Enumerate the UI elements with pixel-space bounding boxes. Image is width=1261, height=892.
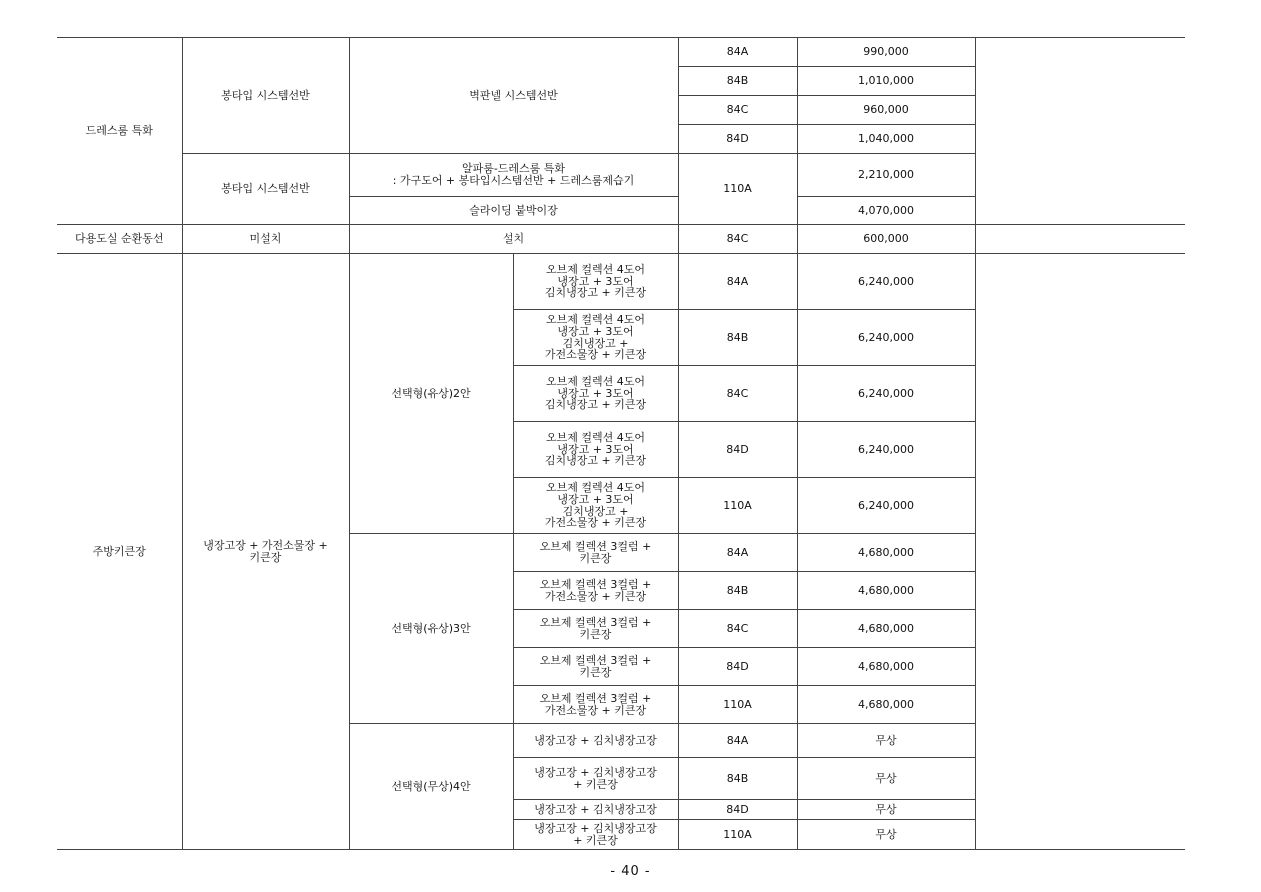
price-cell: 6,240,000	[797, 478, 975, 534]
unit-cell: 84D	[678, 800, 797, 820]
kitchen-type: 냉장고장 + 가전소물장 + 키큰장	[182, 254, 349, 850]
kitchen-option-3: 선택형(유상)3안	[349, 534, 513, 724]
item-cell: 냉장고장 + 김치냉장고장 + 키큰장	[513, 758, 678, 800]
item-cell: 오브제 컬렉션 4도어 냉장고 + 3도어 김치냉장고 + 가전소물장 + 키큰장	[513, 478, 678, 534]
dressroom-type-1: 봉타입 시스템선반	[182, 38, 349, 154]
item-cell: 오브제 컬렉션 4도어 냉장고 + 3도어 김치냉장고 + 키큰장	[513, 366, 678, 422]
price-cell: 6,240,000	[797, 366, 975, 422]
price-cell: 4,680,000	[797, 572, 975, 610]
remarks-cell	[975, 38, 1185, 225]
unit-cell: 84D	[678, 648, 797, 686]
item-cell: 냉장고장 + 김치냉장고장	[513, 724, 678, 758]
item-cell: 오브제 컬렉션 3컬럼 + 키큰장	[513, 648, 678, 686]
unit-cell: 84A	[678, 254, 797, 310]
unit-cell: 84C	[678, 366, 797, 422]
unit-cell: 84D	[678, 125, 797, 154]
option-price-table	[57, 37, 1185, 850]
price-cell: 4,680,000	[797, 686, 975, 724]
dressroom-option-alpharoom: 알파룸-드레스룸 특화 : 가구도어 + 봉타입시스템선반 + 드레스룸제습기	[349, 154, 678, 197]
dressroom-option-sliding: 슬라이딩 붙박이장	[349, 197, 678, 225]
price-cell: 4,680,000	[797, 648, 975, 686]
unit-cell: 84C	[678, 225, 797, 254]
price-cell: 무상	[797, 800, 975, 820]
price-cell: 4,070,000	[797, 197, 975, 225]
item-cell: 오브제 컬렉션 4도어 냉장고 + 3도어 김치냉장고 + 키큰장	[513, 254, 678, 310]
item-cell: 오브제 컬렉션 4도어 냉장고 + 3도어 김치냉장고 + 가전소물장 + 키큰장	[513, 310, 678, 366]
dressroom-option-1: 벽판넬 시스템선반	[349, 38, 678, 154]
item-cell: 오브제 컬렉션 3컬럼 + 가전소물장 + 키큰장	[513, 686, 678, 724]
item-cell: 냉장고장 + 김치냉장고장	[513, 800, 678, 820]
dressroom-type-2: 봉타입 시스템선반	[182, 154, 349, 225]
item-cell: 오브제 컬렉션 3컬럼 + 키큰장	[513, 610, 678, 648]
price-cell: 6,240,000	[797, 422, 975, 478]
item-cell: 오브제 컬렉션 3컬럼 + 가전소물장 + 키큰장	[513, 572, 678, 610]
page-number: - 40 -	[610, 864, 651, 879]
remarks-cell	[975, 254, 1185, 850]
unit-cell: 110A	[678, 478, 797, 534]
price-cell: 6,240,000	[797, 254, 975, 310]
price-cell: 960,000	[797, 96, 975, 125]
unit-cell: 84A	[678, 534, 797, 572]
remarks-cell	[975, 225, 1185, 254]
unit-cell: 110A	[678, 686, 797, 724]
unit-cell: 84B	[678, 572, 797, 610]
category-dressroom: 드레스룸 특화	[57, 38, 182, 225]
price-cell: 2,210,000	[797, 154, 975, 197]
utility-option: 설치	[349, 225, 678, 254]
unit-cell: 84C	[678, 610, 797, 648]
price-cell: 무상	[797, 820, 975, 850]
unit-cell: 84A	[678, 38, 797, 67]
table-row	[57, 225, 1185, 254]
table-row	[57, 254, 1185, 310]
unit-cell: 110A	[678, 154, 797, 225]
kitchen-option-2: 선택형(유상)2안	[349, 254, 513, 534]
item-cell: 오브제 컬렉션 4도어 냉장고 + 3도어 김치냉장고 + 키큰장	[513, 422, 678, 478]
price-cell: 1,010,000	[797, 67, 975, 96]
category-kitchen: 주방키큰장	[57, 254, 182, 850]
price-cell: 4,680,000	[797, 534, 975, 572]
kitchen-option-4: 선택형(무상)4안	[349, 724, 513, 850]
price-cell: 무상	[797, 724, 975, 758]
utility-type: 미설치	[182, 225, 349, 254]
unit-cell: 110A	[678, 820, 797, 850]
table-row	[57, 38, 1185, 67]
unit-cell: 84A	[678, 724, 797, 758]
unit-cell: 84B	[678, 67, 797, 96]
price-cell: 1,040,000	[797, 125, 975, 154]
price-cell: 600,000	[797, 225, 975, 254]
item-cell: 오브제 컬렉션 3컬럼 + 키큰장	[513, 534, 678, 572]
item-cell: 냉장고장 + 김치냉장고장 + 키큰장	[513, 820, 678, 850]
price-cell: 4,680,000	[797, 610, 975, 648]
unit-cell: 84C	[678, 96, 797, 125]
unit-cell: 84D	[678, 422, 797, 478]
unit-cell: 84B	[678, 758, 797, 800]
price-cell: 990,000	[797, 38, 975, 67]
price-cell: 6,240,000	[797, 310, 975, 366]
unit-cell: 84B	[678, 310, 797, 366]
category-utility: 다용도실 순환동선	[57, 225, 182, 254]
price-cell: 무상	[797, 758, 975, 800]
